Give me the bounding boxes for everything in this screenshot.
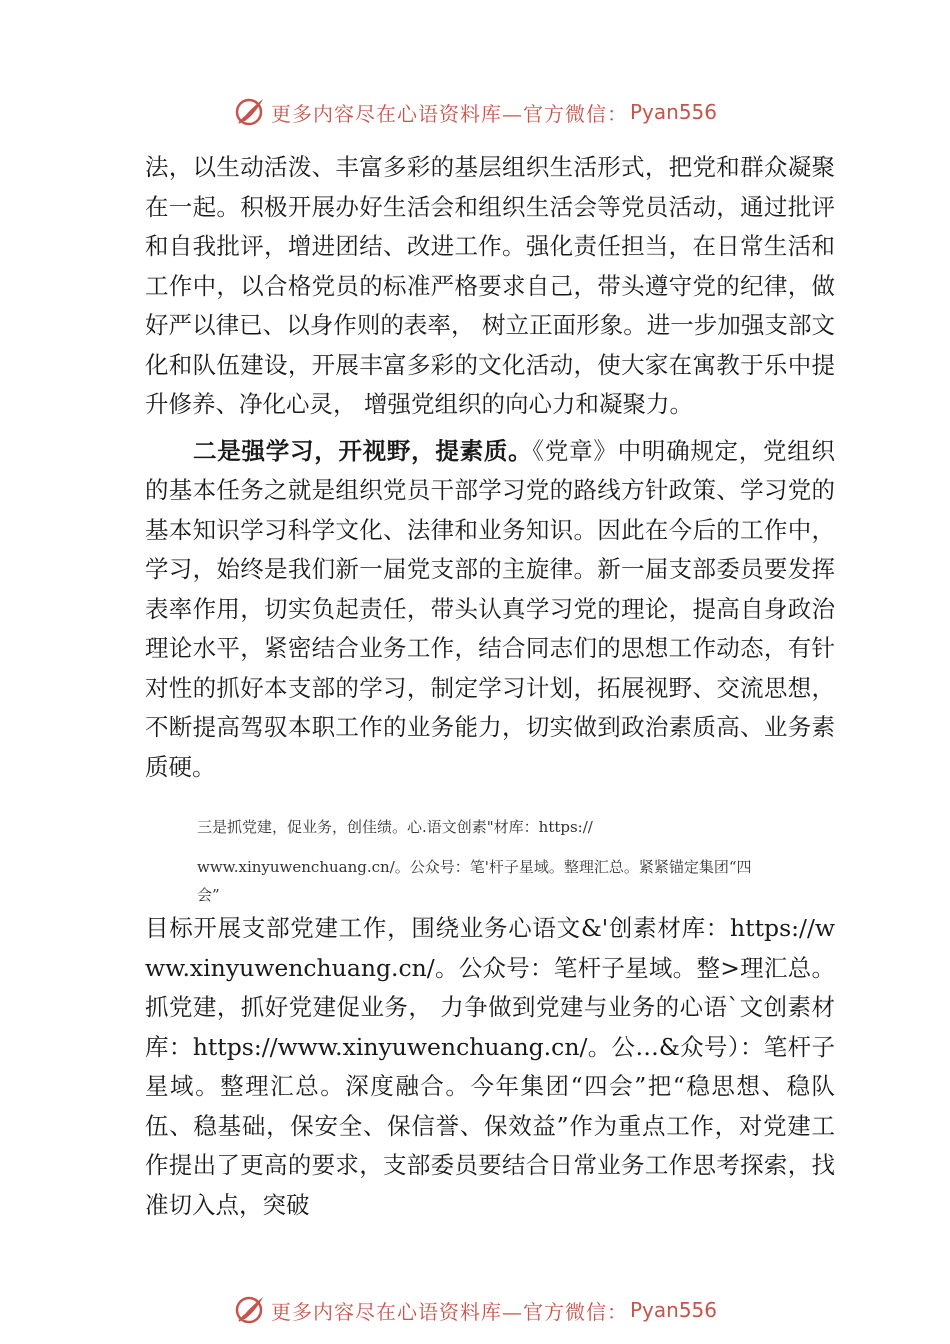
paragraph-2-lead: 二是强学习，开视野，提素质。 bbox=[193, 436, 533, 465]
banner-text: 更多内容尽在心语资料库—官方微信： bbox=[270, 101, 628, 126]
inserted-note bbox=[197, 807, 835, 903]
banner-wechat-id: Pyan556 bbox=[629, 100, 717, 124]
paragraph-2-body: 《党章》中明确规定，党组织的基本任务之就是组织党员干部学习党的路线方针政策、学习党的基本知识学习科学文化、法律和业务知识。因此在今后的工作中，学习，始终是我们新一届党支部的主旋律。新一届支部委员要发挥表率作用，切实负起责任，带头认真学习党的理论，提高自身政治理论水平，紧密结合业务工作，结合同志们的思想工作动态，有针对性的抓好本支部的学习，制定学习计划，拓展视野、交流思想，不断提高驾驭本职工作的业务能力，切实做到政治素质高、业务素质硬。 bbox=[145, 436, 836, 781]
note-line-2: www.xinyuwenchuang.cn/。公众号：笔'杆子星域。整理汇总。紧紧锚定集团“四 bbox=[197, 858, 752, 876]
paragraph-1: 法，以生动活泼、丰富多彩的基层组织生活形式，把党和群众凝聚在一起。积极开展办好生活会和组织生活会等党员活动，通过批评和自我批评，增进团结、改进工作。强化责任担当，在日常生活和工作中，以合格党员的标准严格要求自己，带头遵守党的纪律，做好严以律已、以身作则的表率， 树立正面形象。进一步加强支部文化和队伍建设，开展丰富多彩的文化活动，使大家在寓教于乐中提升修养、净化心灵， 增强党组织的向心力和凝聚力。 bbox=[145, 153, 835, 418]
paragraph-2 bbox=[145, 432, 835, 788]
quill-logo-icon bbox=[233, 95, 267, 129]
footer-banner bbox=[0, 1290, 950, 1330]
banner-text: 更多内容尽在心语资料库—官方微信： bbox=[270, 1299, 628, 1324]
banner-wechat-id: Pyan556 bbox=[629, 1298, 717, 1322]
quill-logo-icon bbox=[233, 1293, 267, 1327]
note-line-1: 三是抓党建，促业务，创佳绩。心.语文创素"材库：https:// bbox=[197, 818, 593, 836]
note-line-3: 会” bbox=[197, 886, 220, 904]
paragraph-3: 目标开展支部党建工作，围绕业务心语文&'创素材库：https://www.xinyuwenchuang.cn/。公众号：笔杆子星域。整>理汇总。抓党建，抓好党建促业务， 力争做到党建与业务的心语`文创素材库：https://www.xinyuwenchuang.cn/。公…&众号）：笔杆子星域。整理汇总。深度融合。今年集团“四会”把“稳思想、稳队伍、稳基础，保安全、保信誉、保效益”作为重点工作，对党建工作提出了更高的要求，支部委员要结合日常业务工作思考探索，找准切入点，突破 bbox=[145, 914, 835, 1219]
document-body bbox=[145, 148, 835, 1225]
header-banner bbox=[0, 92, 950, 132]
